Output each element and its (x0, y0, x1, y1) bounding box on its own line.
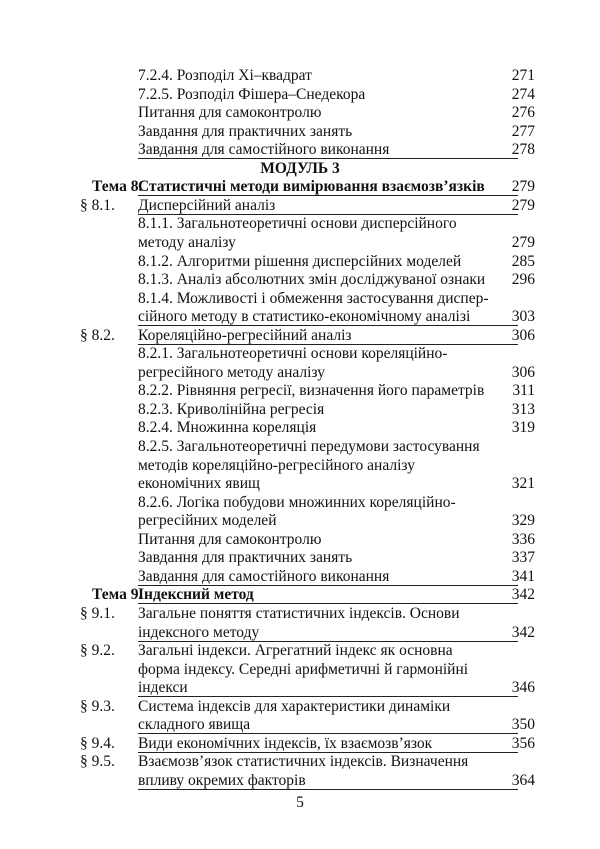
toc-entry-title: 8.1.3. Аналіз абсолютних змін досліджуваної ознаки (138, 271, 486, 288)
toc-page-number: 279 (511, 234, 535, 251)
toc-line (0, 660, 600, 680)
toc-entry-title: Система індексів для характеристики динаміки (138, 698, 451, 715)
toc-line (0, 196, 600, 216)
toc-entry-title: 7.2.4. Розподіл Хі–квадрат (138, 67, 312, 84)
toc-entry-title: Індексний метод (138, 586, 254, 603)
toc-page-number: 313 (511, 401, 535, 418)
toc-entry-title: 8.1.1. Загальнотеоретичні основи дисперсійного (138, 215, 457, 232)
toc-page-number: 341 (511, 568, 535, 585)
toc-entry-title: 7.2.5. Розподіл Фішера–Снедекора (138, 86, 366, 103)
toc-line (0, 604, 600, 624)
toc-entry-title: Кореляційно-регресійний аналіз (138, 327, 352, 344)
toc-line (0, 623, 600, 643)
toc-line (0, 66, 600, 86)
toc-line (0, 326, 600, 346)
toc-line (0, 381, 600, 401)
section-number: § 9.3. (80, 698, 115, 715)
toc-line (0, 233, 600, 253)
toc-line (0, 159, 600, 179)
toc-line (0, 400, 600, 420)
toc-page-number: 336 (511, 531, 535, 548)
toc-entry-title: впливу окремих факторів (138, 772, 306, 789)
section-number: § 9.5. (80, 753, 115, 770)
toc-line (0, 289, 600, 309)
toc-page-number: 350 (511, 716, 535, 733)
toc-page-number: 274 (511, 86, 535, 103)
toc-line (0, 548, 600, 568)
toc-line (0, 771, 600, 791)
toc-page-number: 346 (511, 679, 535, 696)
toc-entry-title: Статистичні методи вимірювання взаємозв’язків (138, 178, 485, 195)
toc-line (0, 252, 600, 272)
toc-line (0, 530, 600, 550)
toc-entry-title: 8.2.3. Криволінійна регресія (138, 401, 325, 418)
toc-line (0, 456, 600, 476)
toc-entry-title: 8.1.2. Алгоритми рішення дисперсійних моделей (138, 253, 462, 270)
toc-line (0, 103, 600, 123)
toc-entry-title: 8.2.6. Логіка побудови множинних кореляційно- (138, 494, 456, 511)
toc-page-number: 276 (511, 104, 535, 121)
toc-line (0, 493, 600, 513)
toc-entry-title: сійного методу в статистико-економічному аналізі (138, 308, 471, 325)
toc-line (0, 437, 600, 457)
toc-entry-title: регресійного методу аналізу (138, 364, 325, 381)
toc-line (0, 214, 600, 234)
toc-page-number: 319 (511, 419, 535, 436)
toc-entry-title: Загальне поняття статистичних індексів. Основи (138, 605, 460, 622)
toc-entry-title: Завдання для самостійного виконання (138, 568, 390, 585)
toc-page-number: 285 (511, 253, 535, 270)
toc-entry-title: індексного методу (138, 624, 260, 641)
section-number: § 8.2. (80, 327, 115, 344)
toc-line (0, 715, 600, 735)
module-heading: МОДУЛЬ 3 (260, 160, 340, 177)
toc-entry-title: Дисперсійний аналіз (138, 197, 276, 214)
toc-page-number: 311 (512, 382, 535, 399)
toc-entry-title: Взаємозв’язок статистичних індексів. Визначення (138, 753, 469, 770)
toc-page-number: 329 (511, 512, 535, 529)
toc-page-number: 306 (511, 327, 535, 344)
toc-entry-title: Види економічних індексів, їх взаємозв’язок (138, 735, 433, 752)
toc-page-number: 356 (511, 735, 535, 752)
entry-divider (138, 789, 518, 790)
toc-line (0, 85, 600, 105)
toc-page-number: 321 (511, 475, 535, 492)
toc-entry-title: Завдання для практичних занять (138, 549, 353, 566)
toc-page-number: 279 (511, 197, 535, 214)
toc-line (0, 641, 600, 661)
toc-entry-title: 8.1.4. Можливості і обмеження застосування диспер- (138, 290, 489, 307)
toc-line (0, 140, 600, 160)
toc-entry-title: 8.2.1. Загальнотеоретичні основи кореляційно- (138, 345, 448, 362)
section-number: § 9.1. (80, 605, 115, 622)
toc-entry-title: складного явища (138, 716, 251, 733)
toc-page-number: 306 (511, 364, 535, 381)
toc-line (0, 307, 600, 327)
toc-entry-title: 8.2.5. Загальнотеоретичні передумови застосування (138, 438, 480, 455)
toc-line (0, 697, 600, 717)
toc-entry-title: Питання для самоконтролю (138, 531, 322, 548)
toc-line (0, 567, 600, 587)
toc-entry-title: форма індексу. Середні арифметичні й гармонійні (138, 661, 469, 678)
toc-entry-title: Завдання для практичних занять (138, 123, 353, 140)
toc-page-number: 342 (511, 624, 535, 641)
toc-entry-title: Загальні індекси. Агрегатний індекс як основна (138, 642, 453, 659)
toc-entry-title: Завдання для самостійного виконання (138, 141, 390, 158)
toc-line (0, 363, 600, 383)
toc-entry-title: 8.2.2. Рівняння регресії, визначення його параметрів (138, 382, 485, 399)
toc-entry-title: 8.2.4. Множинна кореляція (138, 419, 317, 436)
toc-line (0, 678, 600, 698)
section-number: § 9.4. (80, 735, 115, 752)
toc-page-number: 303 (511, 308, 535, 325)
toc-page-number: 342 (511, 586, 535, 603)
toc-page-number: 271 (511, 67, 535, 84)
toc-line (0, 474, 600, 494)
toc-entry-title: економічних явищ (138, 475, 260, 492)
toc-page-number: 279 (511, 178, 535, 195)
toc-line (0, 511, 600, 531)
page-number: 5 (296, 794, 304, 811)
toc-line (0, 344, 600, 364)
toc-line (0, 734, 600, 754)
toc-page-number: 337 (511, 549, 535, 566)
toc-page-number: 277 (511, 123, 535, 140)
toc-entry-title: індекси (138, 679, 188, 696)
section-number: § 9.2. (80, 642, 115, 659)
toc-entry-title: методів кореляційно-регресійного аналізу (138, 457, 415, 474)
toc-line (0, 270, 600, 290)
toc-entry-title: методу аналізу (138, 234, 236, 251)
toc-page-number: 364 (511, 772, 535, 789)
toc-line (0, 177, 600, 197)
topic-number: Тема 9. (92, 586, 143, 603)
toc-line (0, 418, 600, 438)
toc-page-number: 296 (511, 271, 535, 288)
toc-line (0, 752, 600, 772)
topic-number: Тема 8. (92, 178, 143, 195)
toc-page-number: 278 (511, 141, 535, 158)
toc-line (0, 585, 600, 605)
toc-entry-title: регресійних моделей (138, 512, 277, 529)
toc-entry-title: Питання для самоконтролю (138, 104, 322, 121)
section-number: § 8.1. (80, 197, 115, 214)
toc-line (0, 122, 600, 142)
